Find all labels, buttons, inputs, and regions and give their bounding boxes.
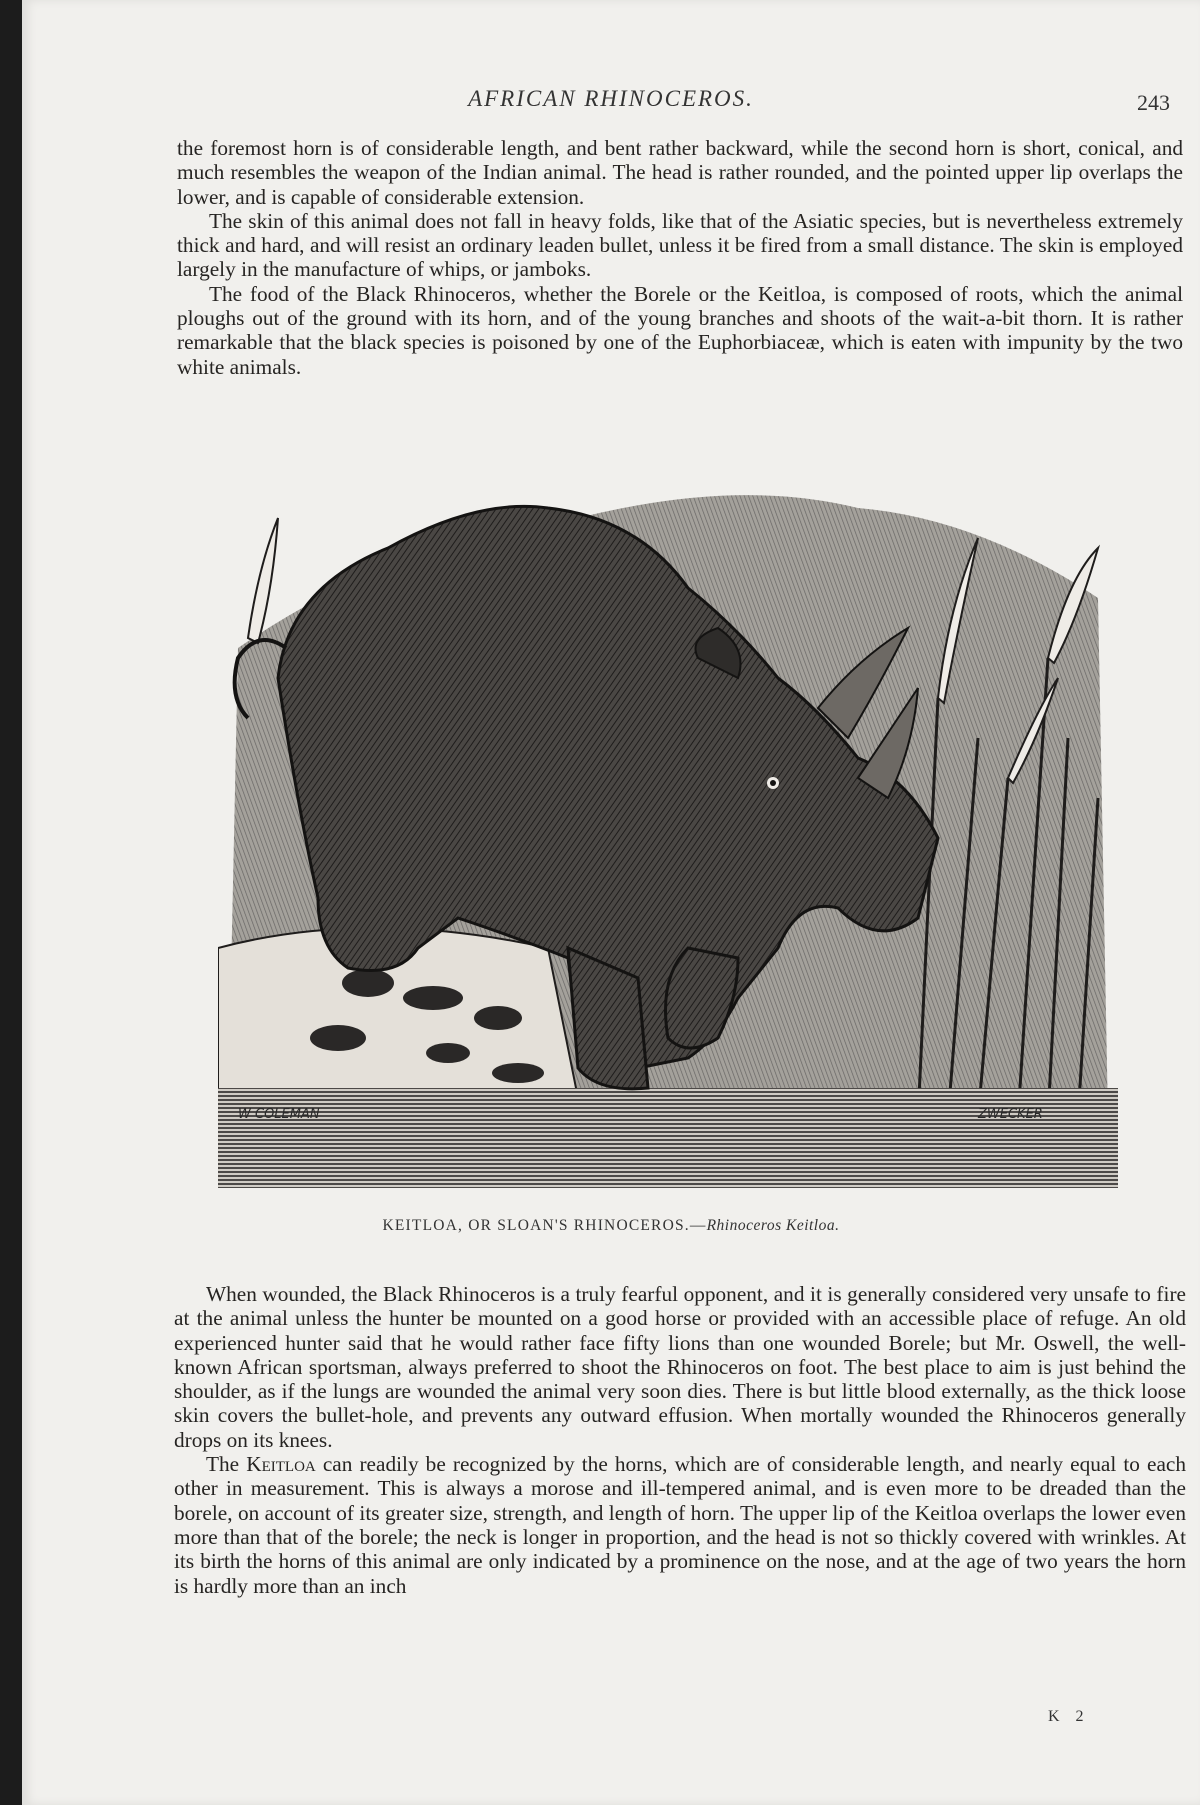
engraver-signature: W COLEMAN <box>238 1107 320 1122</box>
paragraph: The food of the Black Rhinoceros, whether the Borele or the Keitloa, is composed of roots, which the animal ploughs out of the ground with its horn, and of the young branches and shoots of the wait-a-bit thorn. It is rather remarkable that the black species is poisoned by one of the Euphorbiaceæ, which is eaten with impunity by the two white animals. <box>177 281 1183 379</box>
paragraph-rest: can readily be recognized by the horns, which are of considerable length, and nearly equal to each other in measurement. This is always a morose and ill-tempered animal, and is even more to be dreaded than the borele, on account of its greater size, strength, and length of horn. The upper lip of the Keitloa overlaps the lower even more than that of the borele; the neck is longer in proportion, and the head is not so thickly covered with wrinkles. At its birth the horns of this animal are only indicated by a prominence on the nose, and at the age of two years the horn is hardly more than an inch <box>174 1452 1187 1598</box>
paragraph <box>174 1452 1186 1598</box>
paragraph: When wounded, the Black Rhinoceros is a truly fearful opponent, and it is generally considered very unsafe to fire at the animal unless the hunter be mounted on a good horse or provided with an accessible place of refuge. An old experienced hunter said that he would rather face fifty lions than one wounded Borele; but Mr. Oswell, the well-known African sportsman, always preferred to shoot the Rhinoceros on foot. The best place to aim is just behind the shoulder, as if the lungs are wounded the animal very soon dies. There is but little blood externally, as the thick loose skin covers the bullet-hole, and prevents any outward effusion. When mortally wounded the Rhinoceros generally drops on its knees. <box>174 1282 1186 1452</box>
paragraph: The skin of this animal does not fall in heavy folds, like that of the Asiatic species, but is nevertheless extremely thick and hard, and will resist an ordinary leaden bullet, unless it be fired from a small distance. The skin is employed largely in the manufacture of whips, or jamboks. <box>177 208 1183 282</box>
rhinoceros-engraving-icon <box>218 478 1118 1188</box>
book-page <box>22 0 1200 1805</box>
keitloa-smallcaps: Keitloa <box>246 1452 316 1477</box>
signature-mark: K 2 <box>1048 1708 1090 1725</box>
artist-signature: ZWECKER <box>978 1107 1043 1122</box>
top-text-block <box>177 136 1183 379</box>
paragraph-prefix: The <box>206 1452 247 1477</box>
running-title: AFRICAN RHINOCEROS. <box>468 86 754 111</box>
caption-main: KEITLOA, OR SLOAN'S RHINOCEROS.— <box>382 1217 707 1234</box>
paragraph: the foremost horn is of considerable length, and bent rather backward, while the second horn is short, conical, and much resembles the weapon of the Indian animal. The head is rather rounded, and the pointed upper lip overlaps the lower, and is capable of considerable extension. <box>177 136 1183 209</box>
bottom-text-block <box>174 1282 1186 1598</box>
page-number: 243 <box>1137 90 1170 115</box>
caption-latin-name: Rhinoceros Keitloa. <box>706 1217 840 1234</box>
figure-caption <box>22 1217 1200 1235</box>
